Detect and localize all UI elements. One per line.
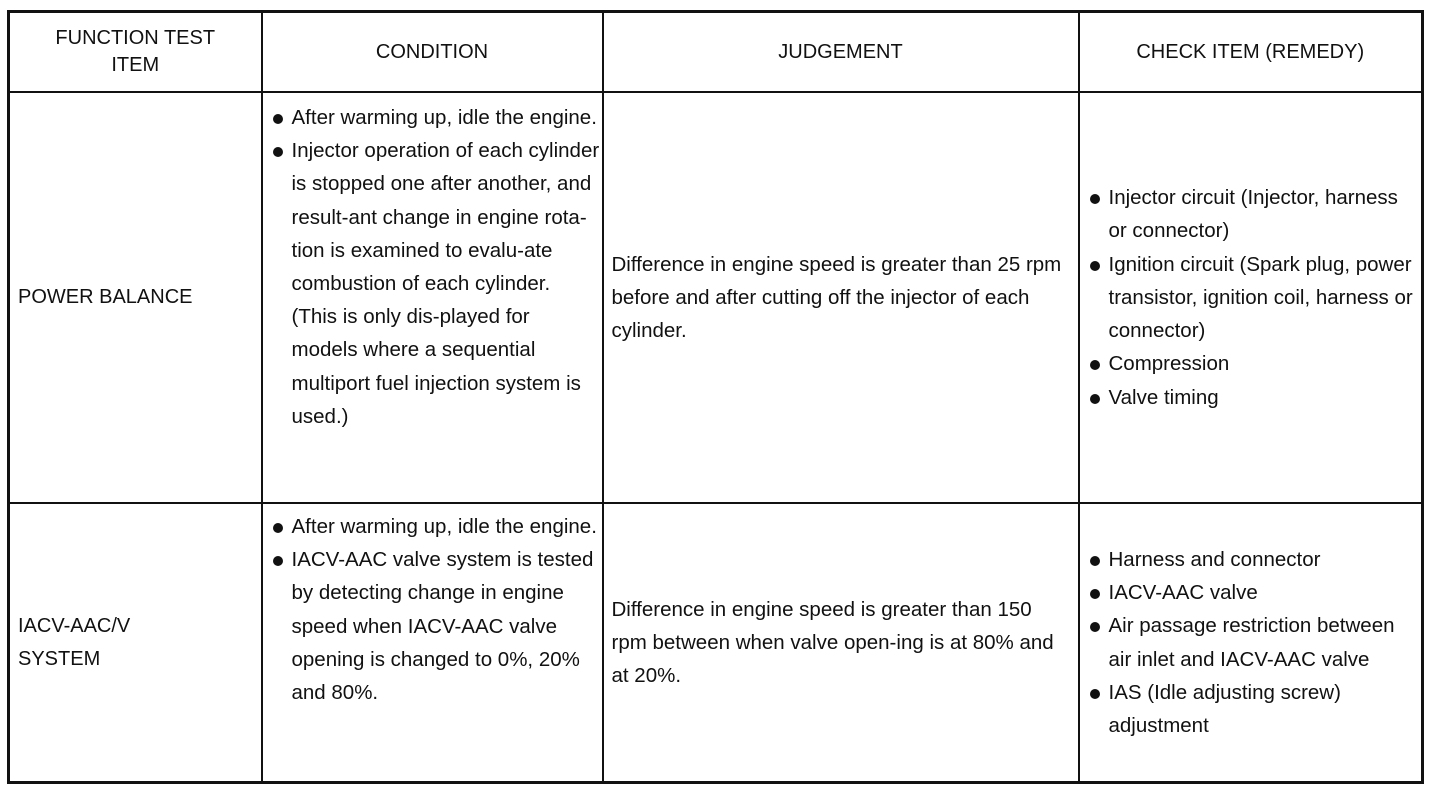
list-item: Harness and connector (1088, 543, 1418, 576)
row-item-cell (9, 503, 262, 783)
row-condition-cell (262, 503, 603, 783)
condition-list (271, 101, 600, 433)
check-list (1088, 543, 1418, 742)
list-item: Compression (1088, 347, 1418, 380)
list-item: Injector operation of each cylinder is stopped one after another, and result-ant change in engine rota-tion is examined to evalu-ate combustion of each cylinder. (This is only dis-played for models where a sequential multiport fuel injection system is used.) (271, 134, 600, 433)
list-item: Valve timing (1088, 381, 1418, 414)
row-item-cell (9, 92, 262, 503)
header-condition: CONDITION (262, 12, 603, 93)
header-item-label: FUNCTION TEST ITEM (55, 27, 216, 76)
function-test-table (7, 10, 1424, 784)
header-judgement: JUDGEMENT (603, 12, 1079, 93)
header-check-item: CHECK ITEM (REMEDY) (1079, 12, 1423, 93)
row-check-cell (1079, 92, 1423, 503)
list-item: After warming up, idle the engine. (271, 101, 600, 134)
header-function-test-item (9, 12, 262, 93)
row-judgement-cell (603, 503, 1079, 783)
list-item: Air passage restriction between air inlet and IACV-AAC valve (1088, 609, 1418, 675)
row-item-label: IACV-AAC/V SYSTEM (18, 614, 131, 670)
table-row (9, 503, 1423, 783)
judgement-text: Difference in engine speed is greater than 150 rpm between when valve open-ing is at 80% and at 20%. (611, 598, 1054, 687)
row-item-label: POWER BALANCE (18, 286, 193, 308)
row-condition-cell (262, 92, 603, 503)
list-item: IAS (Idle adjusting screw) adjustment (1088, 676, 1418, 742)
list-item: IACV-AAC valve (1088, 576, 1418, 609)
list-item: Injector circuit (Injector, harness or connector) (1088, 181, 1418, 247)
list-item: After warming up, idle the engine. (271, 510, 600, 543)
list-item: IACV-AAC valve system is tested by detecting change in engine speed when IACV-AAC valve opening is changed to 0%, 20% and 80%. (271, 543, 600, 709)
row-check-cell (1079, 503, 1423, 783)
row-judgement-cell (603, 92, 1079, 503)
condition-list (271, 510, 600, 709)
check-list (1088, 181, 1418, 413)
header-row (9, 12, 1423, 93)
judgement-text: Difference in engine speed is greater than 25 rpm before and after cutting off the injector of each cylinder. (611, 253, 1062, 342)
table-row (9, 92, 1423, 503)
list-item: Ignition circuit (Spark plug, power transistor, ignition coil, harness or connector) (1088, 248, 1418, 348)
